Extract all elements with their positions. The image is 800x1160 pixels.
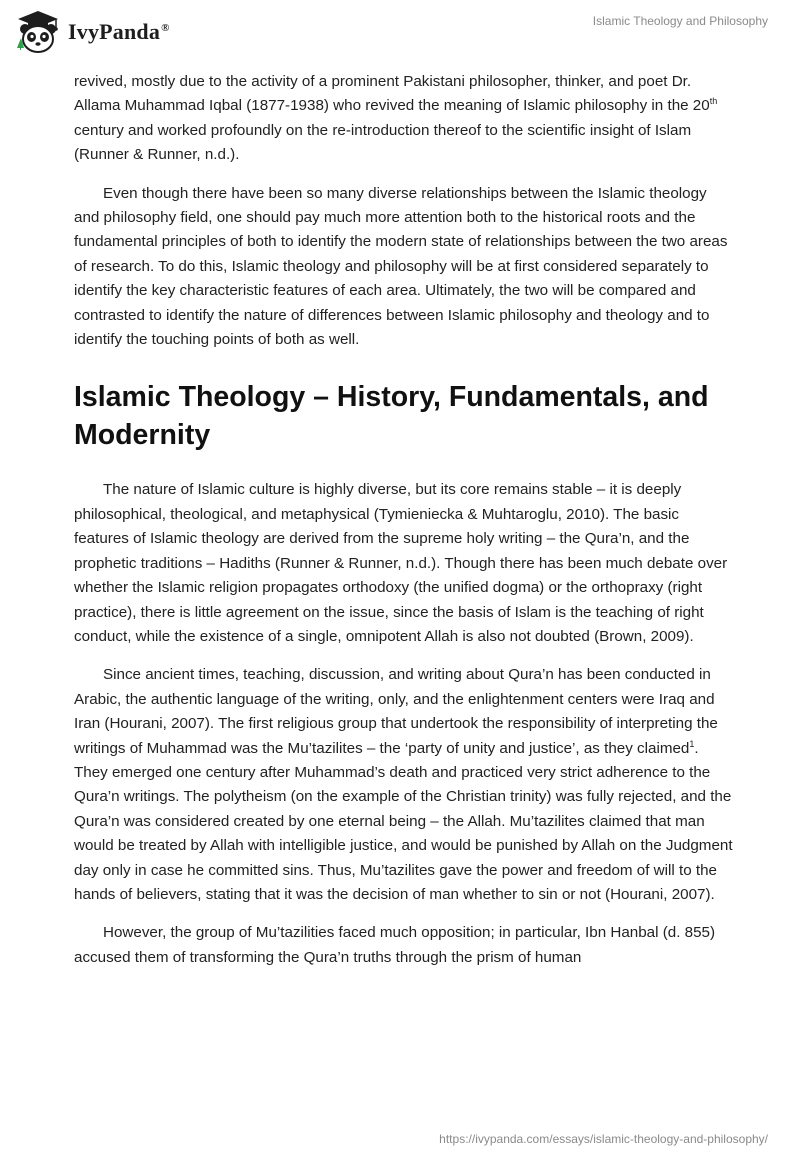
brand-name: IvyPanda® [68,19,170,44]
ivypanda-logo[interactable] [14,10,170,54]
paragraph-opposition: However, the group of Mu’tazilities faced much opposition; in particular, Ibn Hanbal (d. 855) accused them of transforming the Qura’n truths through the prism of human [74,924,716,966]
paragraph-mutazilites: Since ancient times, teaching, discussion, and writing about Qura’n has been conducted in Arabic, the authentic language of the writing, only, and the enlightenment centers were Iraq and Iran (Hourani, 2007). The first religious group that undertook the responsibility of interpreting the writings of Muhammad was the Mu’tazilites – the ‘party of unity and justice’, as they claimed$^1$. They emerged one century after Muhammad’s death and practiced very strict adherence to the Qura’n writings. The polytheism (on the example of the Christian trinity) was fully rejected, and the Qura’n was considered created by one eternal being – the Allah. Mu’tazilites claimed that man would be treated by Allah with intelligible justice, and would be punished by Allah on the Judgment day only in case he committed sins. Thus, Mu’tazilites gave the power and freedom of will to the hands of believers, stating that it was the decision of man whether to sin or not (Hourani, 2007). [74,666,733,903]
page-header [0,0,800,64]
footnote-marker[interactable]: 1 [689,738,695,749]
section-heading: Islamic Theology – History, Fundamentals, and Modernity [74,381,709,452]
document-title: Islamic Theology and Philosophy [592,14,768,28]
paragraph-continued: revived, mostly due to the activity of a prominent Pakistani philosopher, thinker, and poet Dr. Allama Muhammad Iqbal (1877-1938) who revived the meaning of Islamic philosophy in the 20th century and worked profoundly on the re-introduction thereof to the scientific insight of Islam (Runner & Runner, n.d.). [74,73,718,164]
source-url[interactable]: https://ivypanda.com/essays/islamic-theology-and-philosophy/ [439,1132,768,1146]
essay-body [74,70,734,984]
paragraph-islamic-culture: The nature of Islamic culture is highly diverse, but its core remains stable – it is deeply philosophical, theological, and metaphysical (Tymieniecka & Muhtaroglu, 2010). The basic features of Islamic theology are derived from the supreme holy writing – the Qura’n, and the prophetic traditions – Hadiths (Runner & Runner, n.d.). Though there has been much debate over whether the Islamic religion propagates orthodoxy (the unified dogma) or the orthopraxy (right practice), there is little agreement on the issue, since the basis of Islam is the teaching of right conduct, while the existence of a single, omnipotent Allah is also not doubted (Brown, 2009). [74,481,728,645]
panda-logo-icon [14,10,62,54]
superscript-th: th [709,96,718,107]
paragraph-relationships: Even though there have been so many diverse relationships between the Islamic theology and philosophy field, one should pay much more attention both to the historical roots and the fundamental principles of both to identify the modern state of relationships between the two areas of research. To do this, Islamic theology and philosophy will be at first considered separately to identify the key characteristic features of each area. Ultimately, the two will be compared and contrasted to identify the nature of differences between Islamic philosophy and theology and to identify the touching points of both as well. [74,184,728,349]
